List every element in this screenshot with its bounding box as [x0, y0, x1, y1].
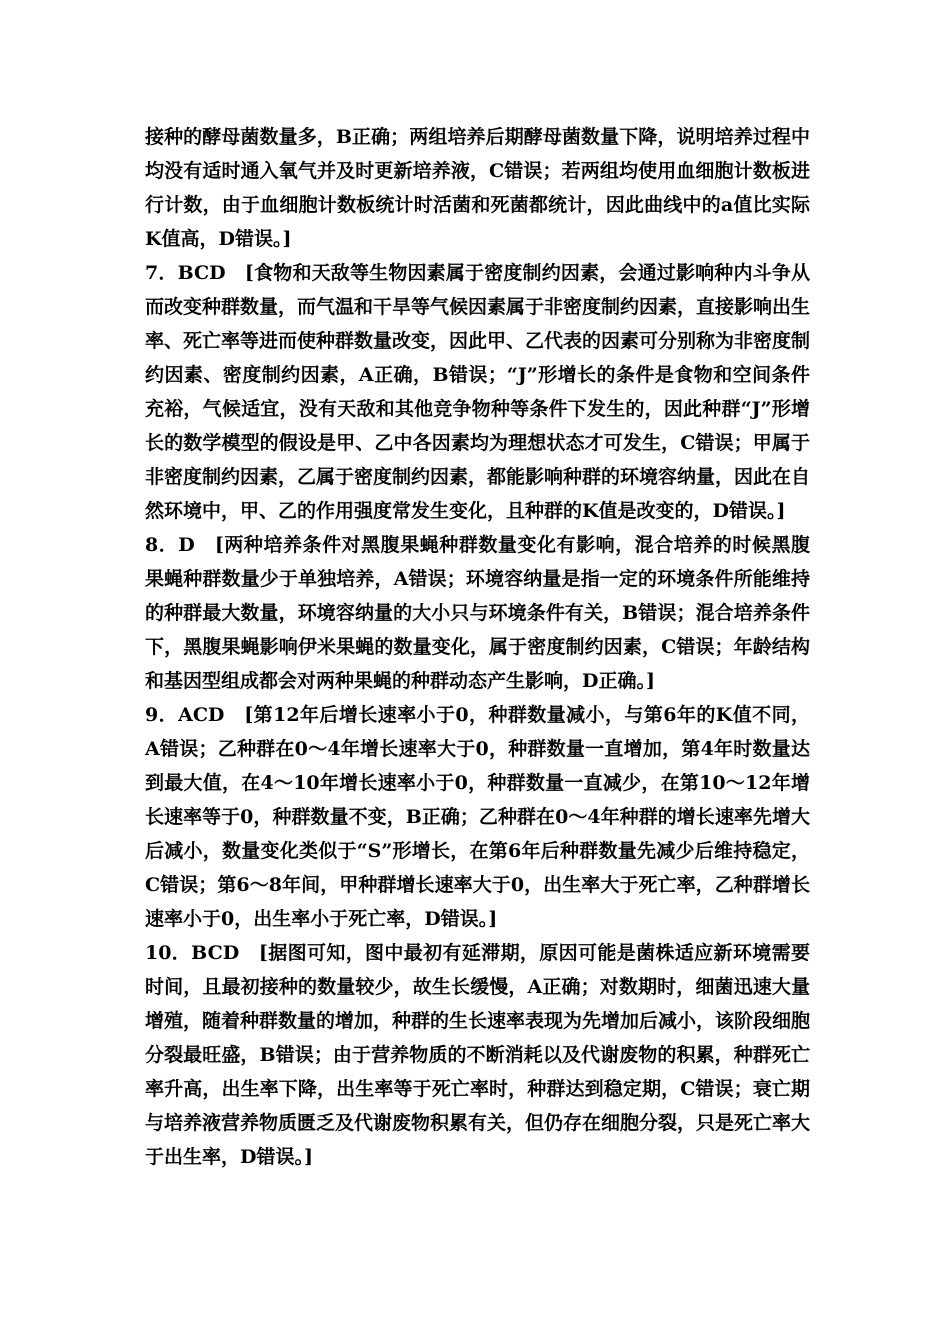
answer-item-10: 10．BCD [据图可知，图中最初有延滞期，原因可能是菌株适应新环境需要时间，且最初接种的数量较少，故生长缓慢，A正确；对数期时，细菌迅速大量增殖，随着种群数量的增加，种群的生长速率表现为先增加后减小，该阶段细胞分裂最旺盛，B错误；由于营养物质的不断消耗以及代谢废物的积累，种群死亡率升高，出生率下降，出生率等于死亡率时，种群达到稳定期，C错误；衰亡期与培养液营养物质匮乏及代谢废物积累有关，但仍存在细胞分裂，只是死亡率大于出生率，D错误。] [145, 942, 811, 1168]
answer-item-8: 8．D [两种培养条件对黑腹果蝇种群数量变化有影响，混合培养的时候黑腹果蝇种群数量少于单独培养，A错误；环境容纳量是指一定的环境条件所能维持的种群最大数量，环境容纳量的大小只与环境条件有关，B错误；混合培养条件下，黑腹果蝇影响伊米果蝇的数量变化，属于密度制约因素，C错误；年龄结构和基因型组成都会对两种果蝇的种群动态产生影响，D正确。] [145, 534, 810, 692]
answer-document [145, 120, 810, 1174]
answer-item-7: 7．BCD [食物和天敌等生物因素属于密度制约因素，会通过影响种内斗争从而改变种群数量，而气温和干旱等气候因素属于非密度制约因素，直接影响出生率、死亡率等进而使种群数量改变，因此甲、乙代表的因素可分别称为非密度制约因素、密度制约因素，A正确，B错误；“J”形增长的条件是食物和空间条件充裕，气候适宜，没有天敌和其他竞争物种等条件下发生的，因此种群“J”形增长的数学模型的假设是甲、乙中各因素均为理想状态才可发生，C错误；甲属于非密度制约因素，乙属于密度制约因素，都能影响种群的环境容纳量，因此在自然环境中，甲、乙的作用强度常发生变化，且种群的K值是改变的，D错误。] [145, 262, 811, 522]
answer-continuation-6: 接种的酵母菌数量多，B正确；两组培养后期酵母菌数量下降，说明培养过程中均没有适时通入氧气并及时更新培养液，C错误；若两组均使用血细胞计数板进行计数，由于血细胞计数板统计时活菌和死菌都统计，因此曲线中的a值比实际K值高，D错误。] [145, 126, 810, 250]
answer-item-9: 9．ACD [第12年后增长速率小于0，种群数量减小，与第6年的K值不同，A错误；乙种群在0～4年增长速率大于0，种群数量一直增加，第4年时数量达到最大值，在4～10年增长速率小于0，种群数量一直减少，在第10～12年增长速率等于0，种群数量不变，B正确；乙种群在0～4年种群的增长速率先增大后减小，数量变化类似于“S”形增长，在第6年后种群数量先减少后维持稳定，C错误；第6～8年间，甲种群增长速率大于0，出生率大于死亡率，乙种群增长速率小于0，出生率小于死亡率，D错误。] [145, 704, 810, 930]
